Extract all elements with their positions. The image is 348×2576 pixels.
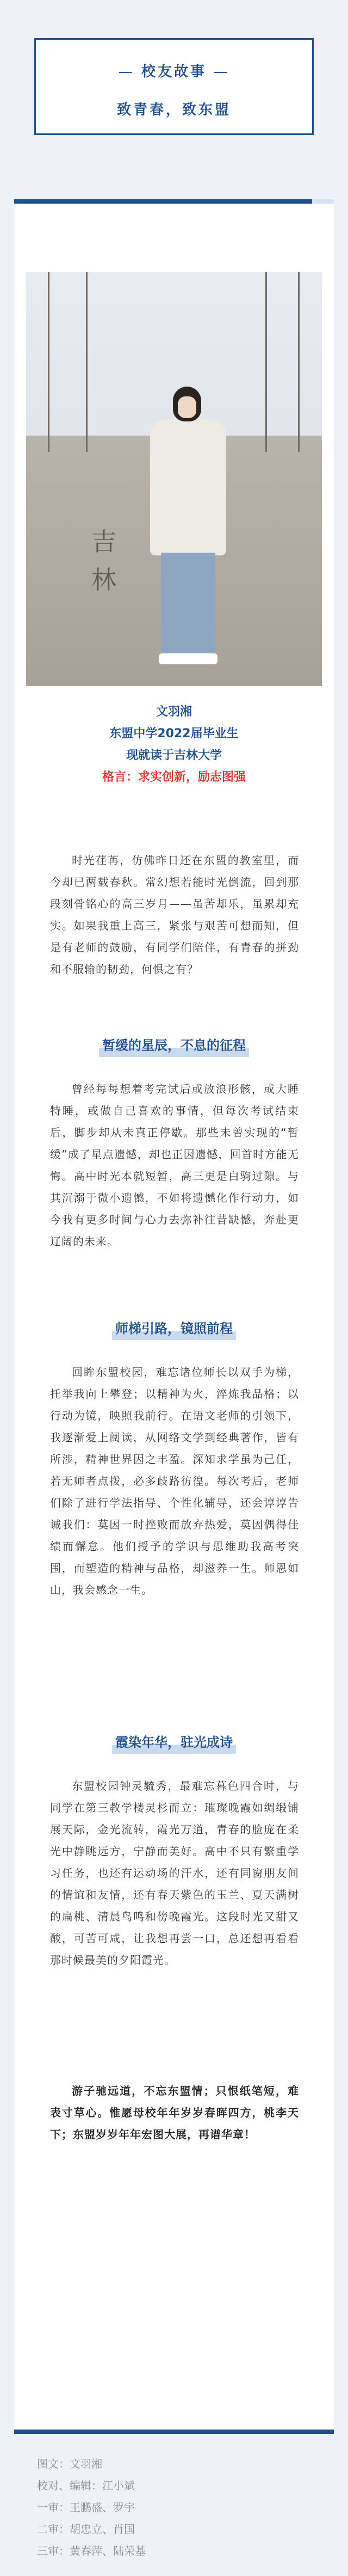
header-title-text: 校友故事 xyxy=(141,64,207,80)
alumni-photo xyxy=(26,272,322,686)
dash-decoration: — xyxy=(118,64,141,80)
credit-line: 校对、编辑：江小斌 xyxy=(37,2479,135,2492)
section-title xyxy=(14,1035,334,1057)
profile-school: 东盟中学2022届毕业生 xyxy=(109,727,239,741)
section-paragraph: 曾经每每想着考完试后或放浪形骸，或大睡特睡，或做自己喜欢的事情，但每次考试结束后，脚步却从未真正停歇。那些未曾实现的“暂缓”成了星点遗憾，却也正因遗憾，回首时方能无悔。高中时光本就短暂，高三更是白驹过隙。与其沉溺于微小遗憾，不如将遗憾化作行动力，如今我有更多时间与心力去弥补往昔缺憾，奔赴更辽阔的未来。 xyxy=(50,1082,299,1248)
section-title-text: 暂缓的星辰，不息的征程 xyxy=(99,1035,249,1057)
header-card xyxy=(34,38,314,135)
photo-tree xyxy=(48,272,49,452)
intro-paragraph: 时光荏苒，仿佛昨日还在东盟的教室里，而今却已两载春秋。常幻想若能时光倒流，回到那段刻骨铭心的高三岁月——虽苦却乐，虽累却充实。如果我重上高三，紧张与艰苦可想而知，但是有老师的鼓励，有同学们陪伴，有青春的拼劲和不服输的韧劲，何惧之有？ xyxy=(50,854,299,976)
section-paragraph: 回眸东盟校园，难忘诸位师长以双手为梯，托举我向上攀登；以精神为火，淬炼我品格；以行动为镜，映照我前行。在语文老师的引领下，我逐渐爱上阅读，从网络文学到经典著作，皆有所涉，精神世界因之丰盈。深知求学虽为己任，若无师者点拨，必多歧路彷徨。每次考后，老师们除了进行学法指导、个性化辅导，还会谆谆告诫我们：莫因一时挫败而放弃热爱，莫因偶得佳绩而懈怠。他们授予的学识与思维助我高考突围，而塑造的精神与品格，却滋养一生。师恩如山，我会感念一生。 xyxy=(50,1366,299,1596)
top-accent-bar xyxy=(14,199,334,204)
photo-tree xyxy=(265,272,267,452)
photo-wall-sign: 吉林 xyxy=(91,527,116,595)
section-title-text: 师梯引路，镜照前程 xyxy=(112,1318,236,1340)
credit-line: 二审：胡忠立、肖国 xyxy=(37,2523,135,2536)
header-title xyxy=(36,60,312,81)
dash-decoration: — xyxy=(207,64,230,80)
section-title xyxy=(14,1731,334,1754)
section-title-text: 霞染年华，驻光成诗 xyxy=(112,1731,236,1754)
photo-tree xyxy=(298,272,300,452)
photo-person-jeans xyxy=(161,553,215,656)
section-paragraph: 东盟校园钟灵毓秀，最难忘暮色四合时，与同学在第三教学楼灵杉而立：璀璨晚霞如绸缎铺展天际，金光流转，霞光万道，青春的脸庞在柔光中静眺远方，宁静而美好。高中不只有繁重学习任务，也还有运动场的汗水，还有同窗朋友间的情谊和友情，还有春天紫色的玉兰、夏天满树的扁桃、清晨鸟鸣和傍晚霞光。这段时光又甜又酸，可苦可咸，让我想再尝一口，总还想再看看那时候最美的夕阳霞光。 xyxy=(50,1779,299,1967)
section-title xyxy=(14,1318,334,1340)
profile-motto: 格言：求实创新，励志图强 xyxy=(102,770,246,784)
closing-paragraph: 游子驰远道，不忘东盟情；只恨纸笔短，难表寸草心。惟愿母校年年岁岁春晖四方，桃李天下；东盟岁岁年年宏图大展，再谱华章！ xyxy=(50,2084,299,2141)
credits-block xyxy=(37,2453,320,2562)
photo-person-coat xyxy=(150,419,226,555)
profile-current: 现就读于吉林大学 xyxy=(126,749,222,762)
bottom-accent-bar xyxy=(14,2430,334,2434)
header-subtitle: 致青春，致东盟 xyxy=(116,102,231,118)
photo-person-shoes xyxy=(159,653,217,664)
photo-tree xyxy=(86,272,88,452)
credit-line: 三审：黄春萍、陆荣基 xyxy=(37,2544,146,2557)
photo-person-face xyxy=(178,396,196,418)
profile-name: 文羽湘 xyxy=(156,705,192,719)
credit-line: 图文：文羽湘 xyxy=(37,2457,102,2470)
credit-line: 一审：王鹏盛、罗宇 xyxy=(37,2501,135,2514)
